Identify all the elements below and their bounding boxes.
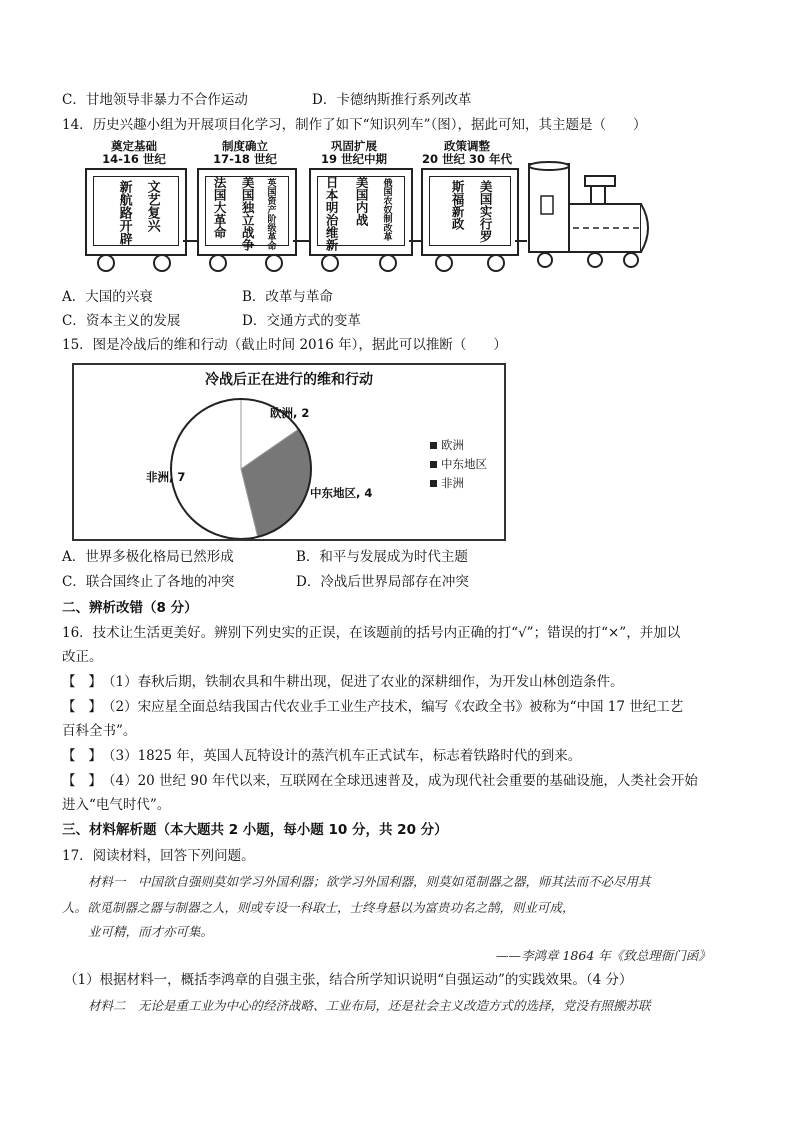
car4-item-2: 美国实行罗	[478, 180, 494, 243]
q14-option-b: B．改革与革命	[242, 289, 333, 305]
answer-bracket[interactable]: 【 】	[62, 748, 102, 764]
car2-item-1: 英国资产阶级革命	[265, 178, 276, 250]
material1-line2: 人。欲觅制器之器与制器之人，则或专设一科取士，士终身悬以为富贵功名之鹄，则业可成，	[62, 900, 575, 915]
material1-line1: 材料一 中国欲自强则莫如学习外国利器；欲学习外国利器，则莫如觅制器之器，师其法而不必尽用其	[88, 874, 651, 889]
q16-stem-line1: 16．技术让生活更美好。辨别下列史实的正误，在该题前的括号内正确的打“√”；错误的打“×”，并加以	[62, 625, 681, 641]
legend-europe: 欧洲	[430, 437, 464, 453]
material1-line3: 业可精，而才亦可集。	[88, 924, 214, 939]
car4-item-1: 斯福新政	[450, 180, 466, 230]
legend-africa: 非洲	[430, 475, 464, 491]
answer-bracket[interactable]: 【 】	[62, 773, 102, 789]
car3-item-3: 日本明治维新	[324, 176, 340, 251]
q14-option-c: C．资本主义的发展	[62, 313, 181, 329]
section2-heading: 二、辨析改错（8 分）	[62, 600, 198, 616]
q16-item-4-cont: 进入“电气时代”。	[62, 797, 171, 813]
q15-stem: 15．图是冷战后的维和行动（截止时间 2016 年），据此可以推断（ ）	[62, 337, 507, 353]
label-africa: 非洲, 7	[146, 470, 186, 484]
q15-option-d: D．冷战后世界局部存在冲突	[296, 574, 469, 590]
q15-option-a: A．世界多极化格局已然形成	[62, 549, 234, 565]
car1-item-1: 文艺复兴	[144, 180, 160, 232]
q16-item-4: 【 】（4）20 世纪 90 年代以来，互联网在全球迅速普及，成为现代社会重要的基础设施，人类社会开始	[62, 773, 698, 789]
car3-item-1: 俄国农奴制改革	[381, 178, 392, 241]
q14-option-a: A．大国的兴衰	[62, 289, 153, 305]
q17-stem: 17．阅读材料，回答下列问题。	[62, 848, 255, 864]
q16-stem-line2: 改正。	[62, 649, 103, 665]
material2-line1: 材料二 无论是重工业为中心的经济战略、工业布局，还是社会主义改造方式的选择，党没有照搬苏联	[88, 998, 651, 1013]
car3-header: 巩固扩展 19 世纪中期	[320, 139, 387, 166]
chart-title: 冷战后正在进行的维和行动	[205, 372, 373, 388]
car4-header: 政策调整 20 世纪 30 年代	[421, 139, 513, 166]
q14-option-d: D．交通方式的变革	[242, 313, 361, 329]
train-car-3	[309, 168, 413, 256]
q16-item-3: 【 】（3）1825 年，英国人瓦特设计的蒸汽机车正式试车，标志着铁路时代的到来。	[62, 748, 582, 764]
q14-stem: 14．历史兴趣小组为开展项目化学习，制作了如下“知识列车”（图），据此可知，其主题是（ ）	[62, 117, 647, 133]
q13-option-d: D．卡德纳斯推行系列改革	[312, 92, 472, 108]
q16-item-2: 【 】（2）宋应星全面总结我国古代农业手工业生产技术，编写《农政全书》被称为“中国 17 世纪工艺	[62, 699, 684, 715]
knowledge-train-figure	[75, 140, 675, 268]
car3-item-2: 美国内战	[354, 176, 370, 226]
material1-source: ——李鸿章 1864 年《致总理衙门函》	[496, 948, 711, 963]
train-car-2	[197, 168, 297, 256]
car2-item-2: 美国独立战争	[240, 176, 256, 251]
legend-middle-east: 中东地区	[430, 456, 487, 472]
q15-option-b: B．和平与发展成为时代主题	[296, 549, 468, 565]
car1-header: 奠定基础 14-16 世纪	[102, 139, 166, 166]
q15-option-c: C．联合国终止了各地的冲突	[62, 574, 235, 590]
car2-header: 制度确立 17-18 世纪	[213, 139, 277, 166]
label-middle-east: 中东地区, 4	[310, 486, 373, 500]
label-europe: 欧洲, 2	[270, 406, 310, 420]
peacekeeping-pie-chart	[72, 363, 506, 541]
q16-item-1: 【 】（1）春秋后期，铁制农具和牛耕出现，促进了农业的深耕细作，为开发山林创造条件。	[62, 674, 624, 690]
car2-item-3: 法国大革命	[212, 176, 228, 239]
train-car-1	[85, 168, 187, 256]
car1-item-2: 新航路开辟	[116, 180, 132, 245]
train-car-4	[421, 168, 519, 256]
q16-item-2-cont: 百科全书”。	[62, 723, 137, 739]
q13-option-c: C．甘地领导非暴力不合作运动	[62, 92, 248, 108]
answer-bracket[interactable]: 【 】	[62, 699, 102, 715]
locomotive	[515, 160, 675, 272]
answer-bracket[interactable]: 【 】	[62, 674, 102, 690]
q17-sub1: （1）根据材料一，概括李鸿章的自强主张，结合所学知识说明“自强运动”的实践效果。（4 分）	[64, 972, 633, 988]
section3-heading: 三、材料解析题（本大题共 2 小题，每小题 10 分，共 20 分）	[62, 822, 448, 838]
